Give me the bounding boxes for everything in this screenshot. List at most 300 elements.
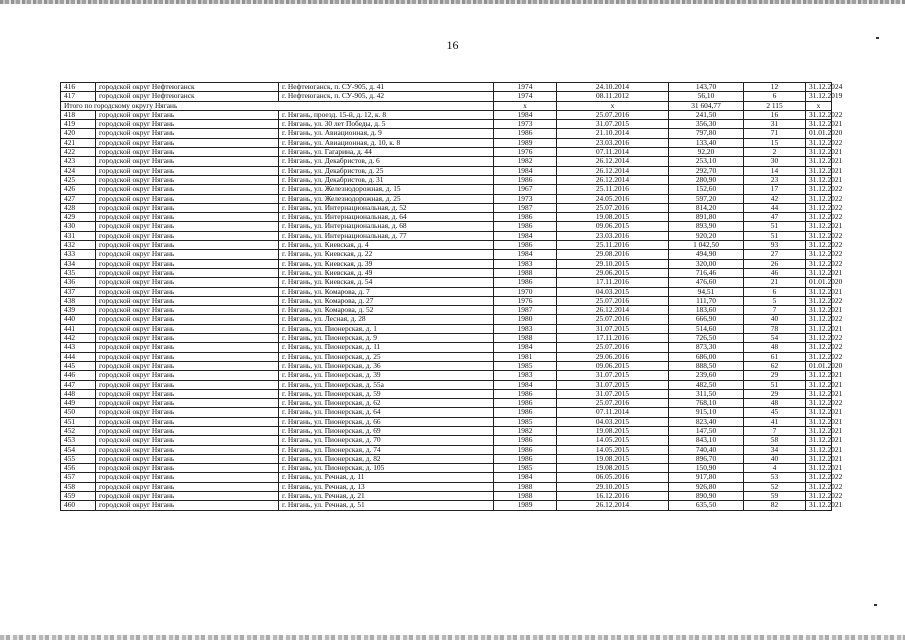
area-cell: 482,50 [669,380,744,389]
deadline-cell: 31.12.2022 [806,185,832,194]
table-row [61,315,832,324]
total-label: Итого по городскому округу Нягань [61,101,494,110]
address-cell: г. Нягань, ул. Пионерская, д. 70 [279,436,494,445]
deadline-cell: 31.12.2022 [806,473,832,482]
residents-cell: 54 [744,334,806,343]
area-cell: 514,60 [669,324,744,333]
area-cell: 888,50 [669,361,744,370]
table-row [61,157,832,166]
build-year-cell: 1984 [494,250,557,259]
district-cell: городской округ Нягань [96,352,279,361]
survey-date-cell: 19.08.2015 [557,213,669,222]
survey-date-cell: 23.03.2016 [557,231,669,240]
build-year-cell: 1984 [494,231,557,240]
district-cell: городской округ Нягань [96,231,279,240]
district-cell: городской округ Нягань [96,417,279,426]
residents-cell: 48 [744,399,806,408]
residents-cell: 41 [744,417,806,426]
residents-cell: 52 [744,482,806,491]
row-number-cell: 458 [61,482,96,491]
district-cell: городской округ Нефтеюганск [96,92,279,101]
build-year-cell: 1986 [494,436,557,445]
address-cell: г. Нягань, ул. Лесная, д. 28 [279,315,494,324]
build-year-cell: 1976 [494,148,557,157]
address-cell: г. Нягань, ул. Пионерская, д. 69 [279,426,494,435]
deadline-cell: 31.12.2024 [806,83,832,92]
residents-cell: 51 [744,231,806,240]
build-year-cell: 1984 [494,380,557,389]
district-cell: городской округ Нягань [96,185,279,194]
build-year-cell: 1980 [494,315,557,324]
row-number-cell: 445 [61,361,96,370]
survey-date-cell: 31.07.2015 [557,389,669,398]
row-number-cell: 432 [61,241,96,250]
row-number-cell: 457 [61,473,96,482]
deadline-cell: 31.12.2021 [806,408,832,417]
row-number-cell: 416 [61,83,96,92]
area-cell: 147,50 [669,426,744,435]
address-cell: г. Нягань, ул. Интернациональная, д. 52 [279,203,494,212]
residents-cell: 82 [744,501,806,510]
scan-speck [876,37,879,39]
survey-date-cell: 31.07.2015 [557,371,669,380]
district-cell: городской округ Нягань [96,482,279,491]
survey-date-cell: 26.12.2014 [557,166,669,175]
residents-cell: 62 [744,361,806,370]
deadline-cell: 31.12.2022 [806,482,832,491]
row-number-cell: 437 [61,287,96,296]
deadline-cell: 31.12.2022 [806,250,832,259]
deadline-cell: 31.12.2022 [806,315,832,324]
survey-date-cell: 26.12.2014 [557,501,669,510]
residents-cell: 14 [744,166,806,175]
address-cell: г. Нягань, ул. Речная, д. 51 [279,501,494,510]
survey-date-cell: 14.05.2015 [557,436,669,445]
row-number-cell: 438 [61,296,96,305]
table-row [61,222,832,231]
row-number-cell: 420 [61,129,96,138]
deadline-cell: 31.12.2022 [806,399,832,408]
deadline-cell: 31.12.2022 [806,296,832,305]
scan-edge-bottom [0,635,905,640]
deadline-cell: 31.12.2021 [806,268,832,277]
deadline-cell: 31.12.2021 [806,157,832,166]
build-year-cell: 1986 [494,454,557,463]
total-count: 2 115 [744,101,806,110]
residents-cell: 45 [744,408,806,417]
build-year-cell: 1970 [494,287,557,296]
residents-cell: 26 [744,259,806,268]
row-number-cell: 417 [61,92,96,101]
district-cell: городской округ Нягань [96,268,279,277]
build-year-cell: 1989 [494,138,557,147]
residents-cell: 93 [744,241,806,250]
survey-date-cell: 23.03.2016 [557,138,669,147]
deadline-cell: 31.12.2021 [806,454,832,463]
deadline-cell: 31.12.2021 [806,175,832,184]
deadline-cell: 31.12.2021 [806,389,832,398]
residents-cell: 40 [744,315,806,324]
residents-cell: 12 [744,83,806,92]
row-number-cell: 431 [61,231,96,240]
row-number-cell: 423 [61,157,96,166]
row-number-cell: 446 [61,371,96,380]
residents-cell: 15 [744,138,806,147]
survey-date-cell: 06.05.2016 [557,473,669,482]
total-date: х [557,101,669,110]
build-year-cell: 1986 [494,241,557,250]
row-number-cell: 436 [61,278,96,287]
build-year-cell: 1988 [494,492,557,501]
row-number-cell: 425 [61,175,96,184]
area-cell: 597,20 [669,194,744,203]
address-cell: г. Нягань, проезд. 15-й, д. 12, к. 8 [279,110,494,119]
build-year-cell: 1973 [494,194,557,203]
address-cell: г. Нягань, ул. Пионерская, д. 1 [279,324,494,333]
area-cell: 133,40 [669,138,744,147]
row-number-cell: 450 [61,408,96,417]
table-row [61,436,832,445]
area-cell: 893,90 [669,222,744,231]
residents-cell: 53 [744,473,806,482]
area-cell: 926,80 [669,482,744,491]
deadline-cell: 31.12.2022 [806,343,832,352]
district-cell: городской округ Нягань [96,250,279,259]
area-cell: 726,50 [669,334,744,343]
build-year-cell: 1984 [494,110,557,119]
deadline-cell: 01.01.2020 [806,361,832,370]
address-cell: г. Нягань, ул. Пионерская, д. 82 [279,454,494,463]
deadline-cell: 31.12.2021 [806,445,832,454]
table-row [61,343,832,352]
address-cell: г. Нягань, ул. Пионерская, д. 36 [279,361,494,370]
area-cell: 896,70 [669,454,744,463]
survey-date-cell: 31.07.2015 [557,120,669,129]
residents-cell: 7 [744,306,806,315]
row-number-cell: 454 [61,445,96,454]
table-row [61,371,832,380]
district-cell: городской округ Нягань [96,157,279,166]
deadline-cell: 31.12.2021 [806,166,832,175]
district-cell: городской округ Нягань [96,138,279,147]
survey-date-cell: 25.07.2016 [557,110,669,119]
district-cell: городской округ Нягань [96,175,279,184]
table-row [61,185,832,194]
district-cell: городской округ Нягань [96,492,279,501]
residents-cell: 78 [744,324,806,333]
area-cell: 823,40 [669,417,744,426]
residents-cell: 6 [744,92,806,101]
area-cell: 111,70 [669,296,744,305]
survey-date-cell: 04.03.2015 [557,417,669,426]
area-cell: 920,20 [669,231,744,240]
survey-date-cell: 19.08.2015 [557,426,669,435]
row-number-cell: 430 [61,222,96,231]
residents-cell: 17 [744,185,806,194]
area-cell: 890,90 [669,492,744,501]
area-cell: 152,60 [669,185,744,194]
area-cell: 292,70 [669,166,744,175]
survey-date-cell: 29.08.2016 [557,250,669,259]
district-cell: городской округ Нягань [96,203,279,212]
build-year-cell: 1986 [494,389,557,398]
table-row [61,380,832,389]
area-cell: 150,90 [669,464,744,473]
district-cell: городской округ Нягань [96,380,279,389]
build-year-cell: 1986 [494,408,557,417]
district-cell: городской округ Нягань [96,473,279,482]
address-cell: г. Нефтеюганск, п. СУ-905, д. 42 [279,92,494,101]
residents-cell: 71 [744,129,806,138]
residents-cell: 27 [744,250,806,259]
survey-date-cell: 07.11.2014 [557,408,669,417]
deadline-cell: 31.12.2022 [806,334,832,343]
address-cell: г. Нягань, ул. Киевская, д. 54 [279,278,494,287]
district-cell: городской округ Нягань [96,241,279,250]
area-cell: 280,90 [669,175,744,184]
residents-cell: 21 [744,278,806,287]
address-cell: г. Нягань, ул. Киевская, д. 39 [279,259,494,268]
build-year-cell: 1987 [494,306,557,315]
residents-cell: 51 [744,380,806,389]
address-cell: г. Нягань, ул. Пионерская, д. 9 [279,334,494,343]
table-row [61,501,832,510]
district-cell: городской округ Нягань [96,389,279,398]
area-cell: 143,70 [669,83,744,92]
row-number-cell: 451 [61,417,96,426]
district-cell: городской округ Нягань [96,399,279,408]
housing-register-table [60,82,843,511]
build-year-cell: 1967 [494,185,557,194]
district-cell: городской округ Нягань [96,129,279,138]
area-cell: 253,10 [669,157,744,166]
residents-cell: 7 [744,426,806,435]
deadline-cell: 31.12.2022 [806,194,832,203]
survey-date-cell: 09.06.2015 [557,361,669,370]
district-cell: городской округ Нягань [96,426,279,435]
deadline-cell: 31.12.2021 [806,426,832,435]
row-number-cell: 442 [61,334,96,343]
deadline-cell: 31.12.2021 [806,324,832,333]
district-cell: городской округ Нягань [96,166,279,175]
address-cell: г. Нягань, ул. Декабристов, д. 25 [279,166,494,175]
district-cell: городской округ Нягань [96,296,279,305]
deadline-cell: 31.12.2019 [806,92,832,101]
build-year-cell: 1986 [494,278,557,287]
survey-date-cell: 17.11.2016 [557,278,669,287]
deadline-cell: 31.12.2022 [806,492,832,501]
build-year-cell: 1984 [494,166,557,175]
survey-date-cell: 09.06.2015 [557,222,669,231]
area-cell: 183,60 [669,306,744,315]
district-cell: городской округ Нягань [96,259,279,268]
residents-cell: 46 [744,268,806,277]
address-cell: г. Нягань, ул. Киевская, д. 4 [279,241,494,250]
area-cell: 915,10 [669,408,744,417]
build-year-cell: 1988 [494,482,557,491]
build-year-cell: 1985 [494,464,557,473]
deadline-cell: 31.12.2022 [806,138,832,147]
survey-date-cell: 25.11.2016 [557,185,669,194]
register-table-body [61,82,843,511]
deadline-cell: 31.12.2021 [806,417,832,426]
area-cell: 356,30 [669,120,744,129]
district-cell: городской округ Нягань [96,148,279,157]
survey-date-cell: 21.10.2014 [557,129,669,138]
residents-cell: 61 [744,352,806,361]
deadline-cell: 31.12.2021 [806,222,832,231]
survey-date-cell: 16.12.2016 [557,492,669,501]
survey-date-cell: 04.03.2015 [557,287,669,296]
survey-date-cell: 31.07.2015 [557,324,669,333]
row-number-cell: 440 [61,315,96,324]
area-cell: 873,30 [669,343,744,352]
row-number-cell: 421 [61,138,96,147]
survey-date-cell: 26.12.2014 [557,306,669,315]
district-cell: городской округ Нягань [96,213,279,222]
area-cell: 635,50 [669,501,744,510]
table-row [61,473,832,482]
address-cell: г. Нягань, ул. Интернациональная, д. 64 [279,213,494,222]
total-year: х [494,101,557,110]
build-year-cell: 1986 [494,399,557,408]
deadline-cell: 31.12.2021 [806,287,832,296]
build-year-cell: 1983 [494,259,557,268]
address-cell: г. Нягань, ул. Авиационная, д. 9 [279,129,494,138]
table-row [61,445,832,454]
district-cell: городской округ Нягань [96,324,279,333]
total-row-nyagan [61,101,832,110]
total-end: х [806,101,832,110]
survey-date-cell: 25.07.2016 [557,296,669,305]
address-cell: г. Нягань, ул. Пионерская, д. 25 [279,352,494,361]
residents-cell: 4 [744,464,806,473]
build-year-cell: 1984 [494,473,557,482]
row-number-cell: 427 [61,194,96,203]
address-cell: г. Нягань, ул. Пионерская, д. 66 [279,417,494,426]
deadline-cell: 31.12.2021 [806,436,832,445]
area-cell: 814,20 [669,203,744,212]
deadline-cell: 31.12.2021 [806,371,832,380]
deadline-cell: 31.12.2022 [806,231,832,240]
table-row [61,250,832,259]
deadline-cell: 31.12.2021 [806,120,832,129]
build-year-cell: 1986 [494,213,557,222]
deadline-cell: 31.12.2022 [806,259,832,268]
row-number-cell: 439 [61,306,96,315]
table-row [61,278,832,287]
address-cell: г. Нягань, ул. Интернациональная, д. 77 [279,231,494,240]
row-number-cell: 422 [61,148,96,157]
deadline-cell: 31.12.2021 [806,380,832,389]
district-cell: городской округ Нягань [96,120,279,129]
build-year-cell: 1976 [494,296,557,305]
address-cell: г. Нягань, ул. Авиационная, д. 10, к. 8 [279,138,494,147]
residents-cell: 44 [744,203,806,212]
build-year-cell: 1981 [494,352,557,361]
build-year-cell: 1983 [494,371,557,380]
deadline-cell: 31.12.2022 [806,203,832,212]
residents-cell: 51 [744,222,806,231]
survey-date-cell: 26.12.2014 [557,157,669,166]
deadline-cell: 01.01.2020 [806,129,832,138]
address-cell: г. Нягань, ул. Речная, д. 11 [279,473,494,482]
page-number: 16 [446,38,459,52]
build-year-cell: 1974 [494,92,557,101]
row-number-cell: 455 [61,454,96,463]
survey-date-cell: 24.05.2016 [557,194,669,203]
address-cell: г. Нягань, ул. Пионерская, д. 39 [279,371,494,380]
table-row [61,129,832,138]
area-cell: 843,10 [669,436,744,445]
district-cell: городской округ Нягань [96,306,279,315]
area-cell: 716,46 [669,268,744,277]
address-cell: г. Нягань, ул. Речная, д. 13 [279,482,494,491]
row-number-cell: 424 [61,166,96,175]
survey-date-cell: 29.10.2015 [557,482,669,491]
residents-cell: 16 [744,110,806,119]
address-cell: г. Нягань, ул. Киевская, д. 49 [279,268,494,277]
row-number-cell: 449 [61,399,96,408]
table-row [61,194,832,203]
area-cell: 797,80 [669,129,744,138]
build-year-cell: 1974 [494,83,557,92]
address-cell: г. Нягань, ул. Комарова, д. 52 [279,306,494,315]
survey-date-cell: 17.11.2016 [557,334,669,343]
row-number-cell: 460 [61,501,96,510]
deadline-cell: 31.12.2021 [806,464,832,473]
district-cell: городской округ Нягань [96,361,279,370]
residents-cell: 40 [744,454,806,463]
residents-cell: 42 [744,194,806,203]
build-year-cell: 1989 [494,501,557,510]
area-cell: 94,51 [669,287,744,296]
area-cell: 686,00 [669,352,744,361]
district-cell: городской округ Нягань [96,315,279,324]
deadline-cell: 01.01.2020 [806,278,832,287]
deadline-cell: 31.12.2021 [806,306,832,315]
scan-edge-top [0,0,905,4]
row-number-cell: 456 [61,464,96,473]
district-cell: городской округ Нягань [96,278,279,287]
address-cell: г. Нягань, ул. Пионерская, д. 74 [279,445,494,454]
area-cell: 917,80 [669,473,744,482]
district-cell: городской округ Нефтеюганск [96,83,279,92]
area-cell: 666,90 [669,315,744,324]
address-cell: г. Нягань, ул. Пионерская, д. 59 [279,389,494,398]
survey-date-cell: 26.12.2014 [557,175,669,184]
area-cell: 740,40 [669,445,744,454]
row-number-cell: 452 [61,426,96,435]
survey-date-cell: 25.07.2016 [557,315,669,324]
area-cell: 320,00 [669,259,744,268]
district-cell: городской округ Нягань [96,194,279,203]
district-cell: городской округ Нягань [96,454,279,463]
area-cell: 311,50 [669,389,744,398]
residents-cell: 58 [744,436,806,445]
address-cell: г. Нягань, ул. Декабристов, д. 31 [279,175,494,184]
address-cell: г. Нягань, ул. Железнодорожная, д. 25 [279,194,494,203]
address-cell: г. Нягань, ул. Декабристов, д. 6 [279,157,494,166]
deadline-cell: 31.12.2022 [806,110,832,119]
survey-date-cell: 29.06.2016 [557,352,669,361]
address-cell: г. Нягань, ул. Пионерская, д. 62 [279,399,494,408]
residents-cell: 59 [744,492,806,501]
table-row [61,92,832,101]
build-year-cell: 1986 [494,445,557,454]
residents-cell: 29 [744,371,806,380]
address-cell: г. Нягань, ул. Речная, д. 21 [279,492,494,501]
